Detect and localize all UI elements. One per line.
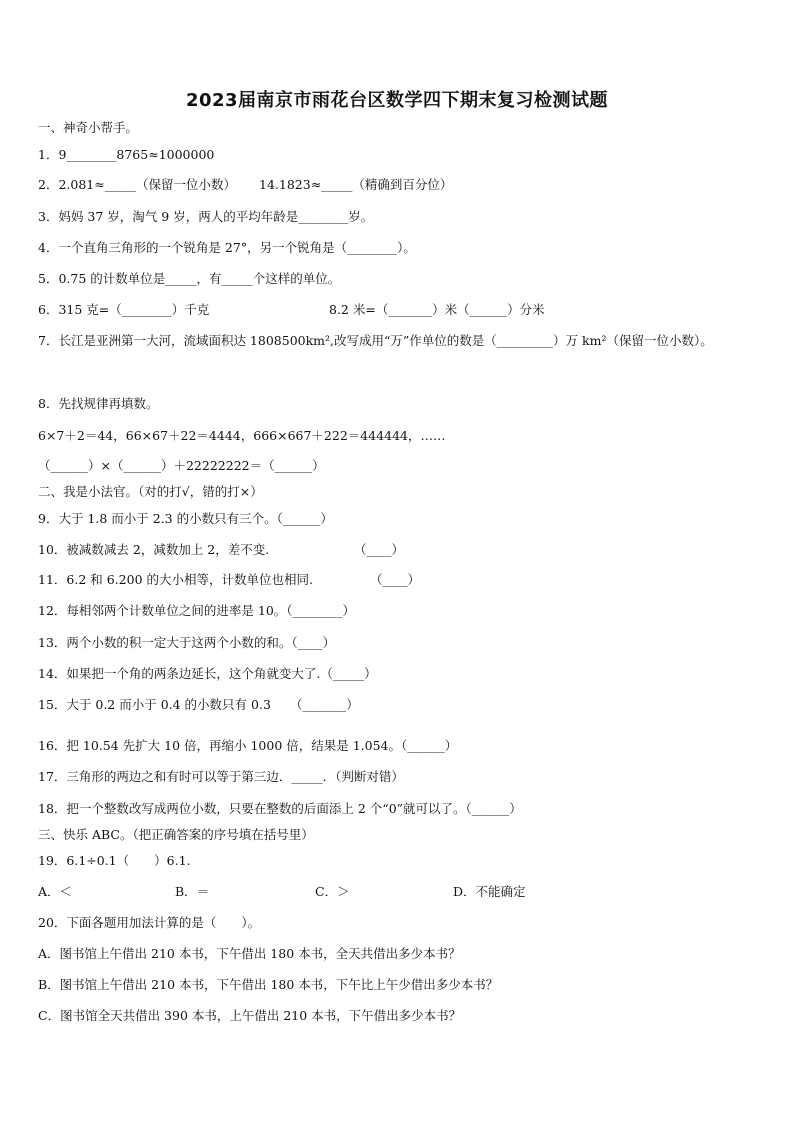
option-b: B．＝ — [175, 884, 210, 899]
question-6-part-a: 6．315 克=（________）千克 — [38, 302, 210, 317]
question-6 — [38, 302, 758, 318]
section-heading: 二、我是小法官。（对的打√，错的打×） — [38, 484, 263, 499]
section-heading: 三、快乐 ABC。（把正确答案的序号填在括号里） — [38, 827, 314, 842]
question-8-blank: （______）×（______）＋22222222＝（______） — [38, 458, 325, 473]
question-8: 8．先找规律再填数。 — [38, 396, 159, 411]
answer-blank: （____） — [354, 542, 405, 557]
question-17: 17．三角形的两边之和有时可以等于第三边．_____．（判断对错） — [38, 769, 404, 784]
question-13: 13．两个小数的积一定大于这两个小数的和。（____） — [38, 635, 336, 650]
question-2-part-a: 2．2.081≈_____（保留一位小数） — [38, 177, 236, 192]
answer-blank: （____） — [370, 572, 421, 587]
section-heading: 一、神奇小帮手。 — [38, 120, 139, 135]
question-5: 5．0.75 的计数单位是_____，有_____个这样的单位。 — [38, 271, 341, 286]
question-3: 3．妈妈 37 岁，淘气 9 岁，两人的平均年龄是________岁。 — [38, 209, 374, 224]
option-d: D．不能确定 — [453, 884, 526, 899]
question-20: 20．下面各题用加法计算的是（ ）。 — [38, 915, 261, 930]
option-c: C．＞ — [315, 884, 350, 899]
option-b: B．图书馆上午借出 210 本书，下午借出 180 本书，下午比上午少借出多少本书？ — [38, 977, 499, 992]
page-title: 2023届南京市雨花台区数学四下期末复习检测试题 — [185, 90, 609, 111]
answer-blank: （_______） — [290, 697, 359, 712]
question-19: 19．6.1÷0.1（ ）6.1. — [38, 853, 191, 868]
question-1: 1．9________8765≈1000000 — [38, 147, 215, 162]
question-11 — [38, 572, 758, 588]
question-16: 16．把 10.54 先扩大 10 倍，再缩小 1000 倍，结果是 1.054。（______） — [38, 738, 458, 753]
option-a: A．图书馆上午借出 210 本书，下午借出 180 本书，全天共借出多少本书？ — [38, 946, 461, 961]
question-7: 7．长江是亚洲第一大河，流域面积达 1808500km²,改写成用“万”作单位的数是（_________）万 km²（保留一位小数）。 — [38, 333, 713, 348]
question-2 — [38, 177, 758, 193]
question-14: 14．如果把一个角的两条边延长，这个角就变大了.（_____） — [38, 666, 377, 681]
question-15-text: 15．大于 0.2 而小于 0.4 的小数只有 0.3 — [38, 697, 271, 712]
question-2-part-b: 14.1823≈_____（精确到百分位） — [259, 177, 453, 192]
question-18: 18．把一个整数改写成两位小数，只要在整数的后面添上 2 个“0”就可以了。（______） — [38, 801, 522, 816]
question-12: 12．每相邻两个计数单位之间的进率是 10。（________） — [38, 603, 356, 618]
question-15 — [38, 697, 758, 713]
option-a: A．＜ — [38, 884, 73, 899]
question-10 — [38, 542, 758, 558]
question-9: 9．大于 1.8 而小于 2.3 的小数只有三个。（______） — [38, 511, 333, 526]
question-4: 4．一个直角三角形的一个锐角是 27°，另一个锐角是（________）。 — [38, 240, 416, 255]
question-10-text: 10．被减数减去 2，减数加上 2，差不变. — [38, 542, 270, 557]
question-8-sequence: 6×7＋2＝44，66×67＋22＝4444，666×667＋222＝444444，…… — [38, 428, 446, 443]
question-6-part-b: 8.2 米=（_______）米（______）分米 — [329, 302, 545, 317]
question-11-text: 11．6.2 和 6.200 的大小相等，计数单位也相同. — [38, 572, 313, 587]
option-c: C．图书馆全天共借出 390 本书，上午借出 210 本书，下午借出多少本书？ — [38, 1008, 462, 1023]
